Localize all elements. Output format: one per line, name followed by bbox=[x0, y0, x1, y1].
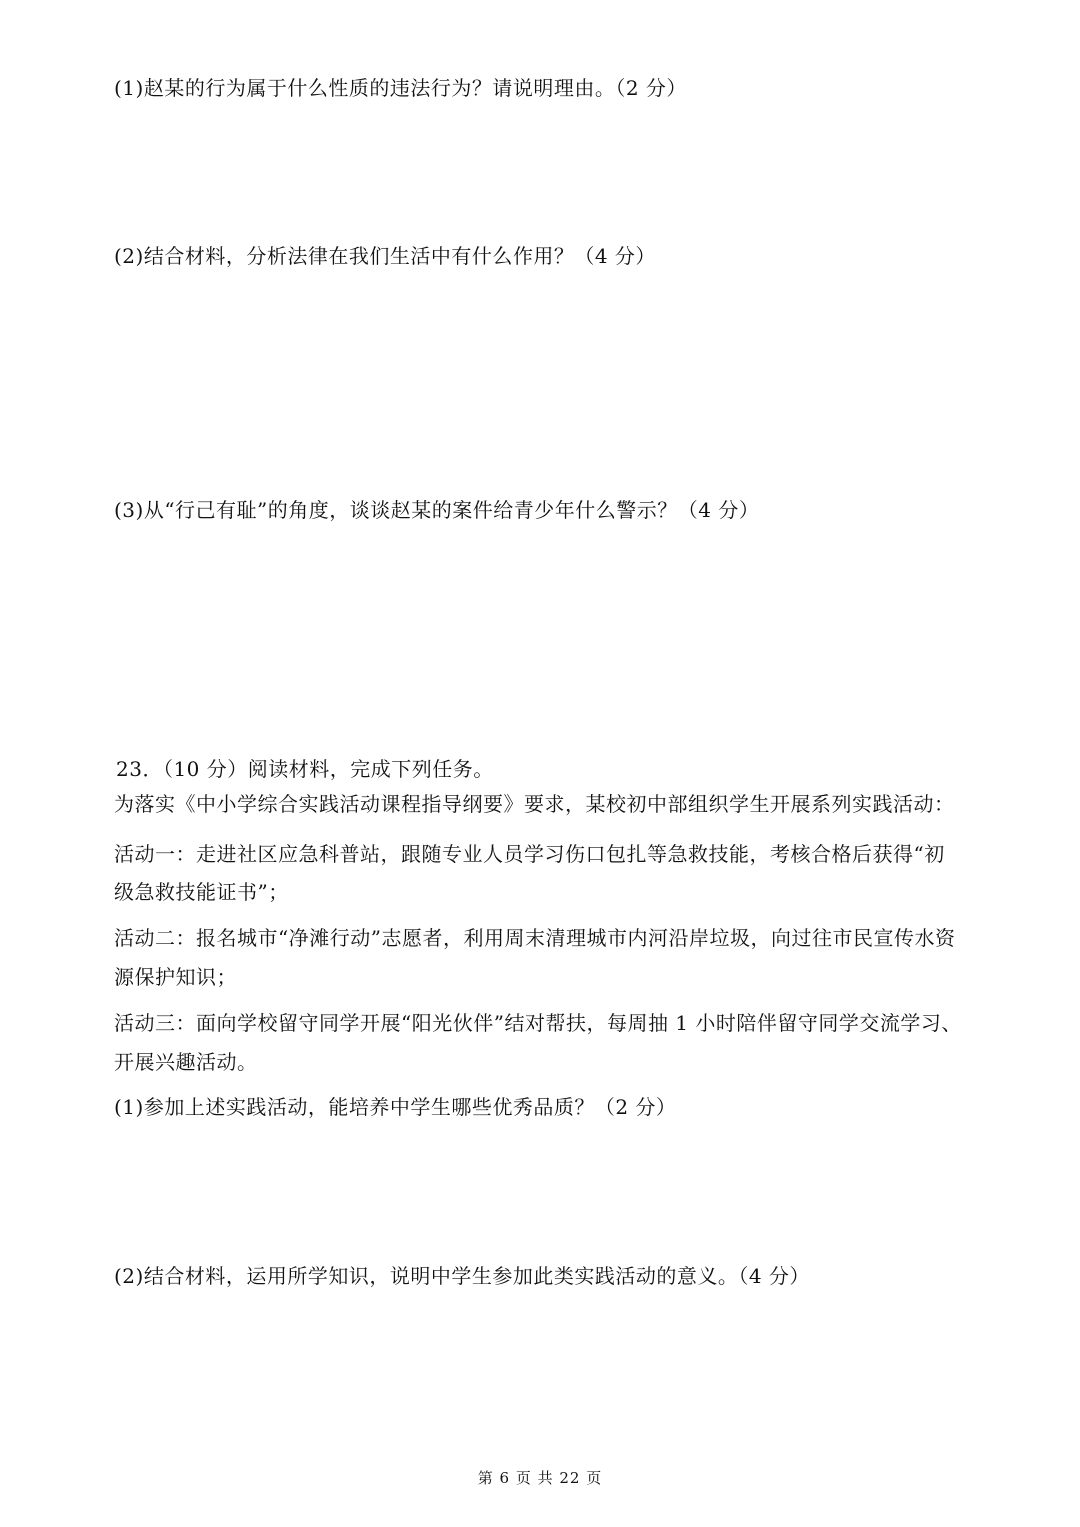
question-22-sub1: (1)赵某的行为属于什么性质的违法行为？请说明理由。（2 分） bbox=[114, 76, 687, 100]
page-footer: 第 6 页 共 22 页 bbox=[477, 1469, 603, 1487]
question-23-sub1: (1)参加上述实践活动，能培养中学生哪些优秀品质？（2 分） bbox=[114, 1095, 677, 1119]
question-23-sub2: (2)结合材料，运用所学知识，说明中学生参加此类实践活动的意义。（4 分） bbox=[114, 1264, 810, 1288]
question-22-sub2: (2)结合材料，分析法律在我们生活中有什么作用？（4 分） bbox=[114, 244, 656, 268]
question-23-activity3-line2: 开展兴趣活动。 bbox=[114, 1050, 258, 1074]
question-22-sub3: (3)从“行己有耻”的角度，谈谈赵某的案件给青少年什么警示？（4 分） bbox=[114, 498, 760, 522]
question-23-activity1-line2: 级急救技能证书”； bbox=[114, 880, 289, 904]
question-23-header: 23．（10 分）阅读材料，完成下列任务。 bbox=[116, 757, 494, 781]
question-23-activity2-line2: 源保护知识； bbox=[114, 965, 237, 989]
question-23-activity2-line1: 活动二：报名城市“净滩行动”志愿者，利用周末清理城市内河沿岸垃圾，向过往市民宣传水资 bbox=[114, 926, 956, 950]
question-23-activity3-line1: 活动三：面向学校留守同学开展“阳光伙伴”结对帮扶，每周抽 1 小时陪伴留守同学交流学习、 bbox=[114, 1011, 962, 1035]
question-23-activity1-line1: 活动一：走进社区应急科普站，跟随专业人员学习伤口包扎等急救技能，考核合格后获得“初 bbox=[114, 842, 945, 866]
question-23-intro: 为落实《中小学综合实践活动课程指导纲要》要求，某校初中部组织学生开展系列实践活动： bbox=[114, 792, 955, 816]
